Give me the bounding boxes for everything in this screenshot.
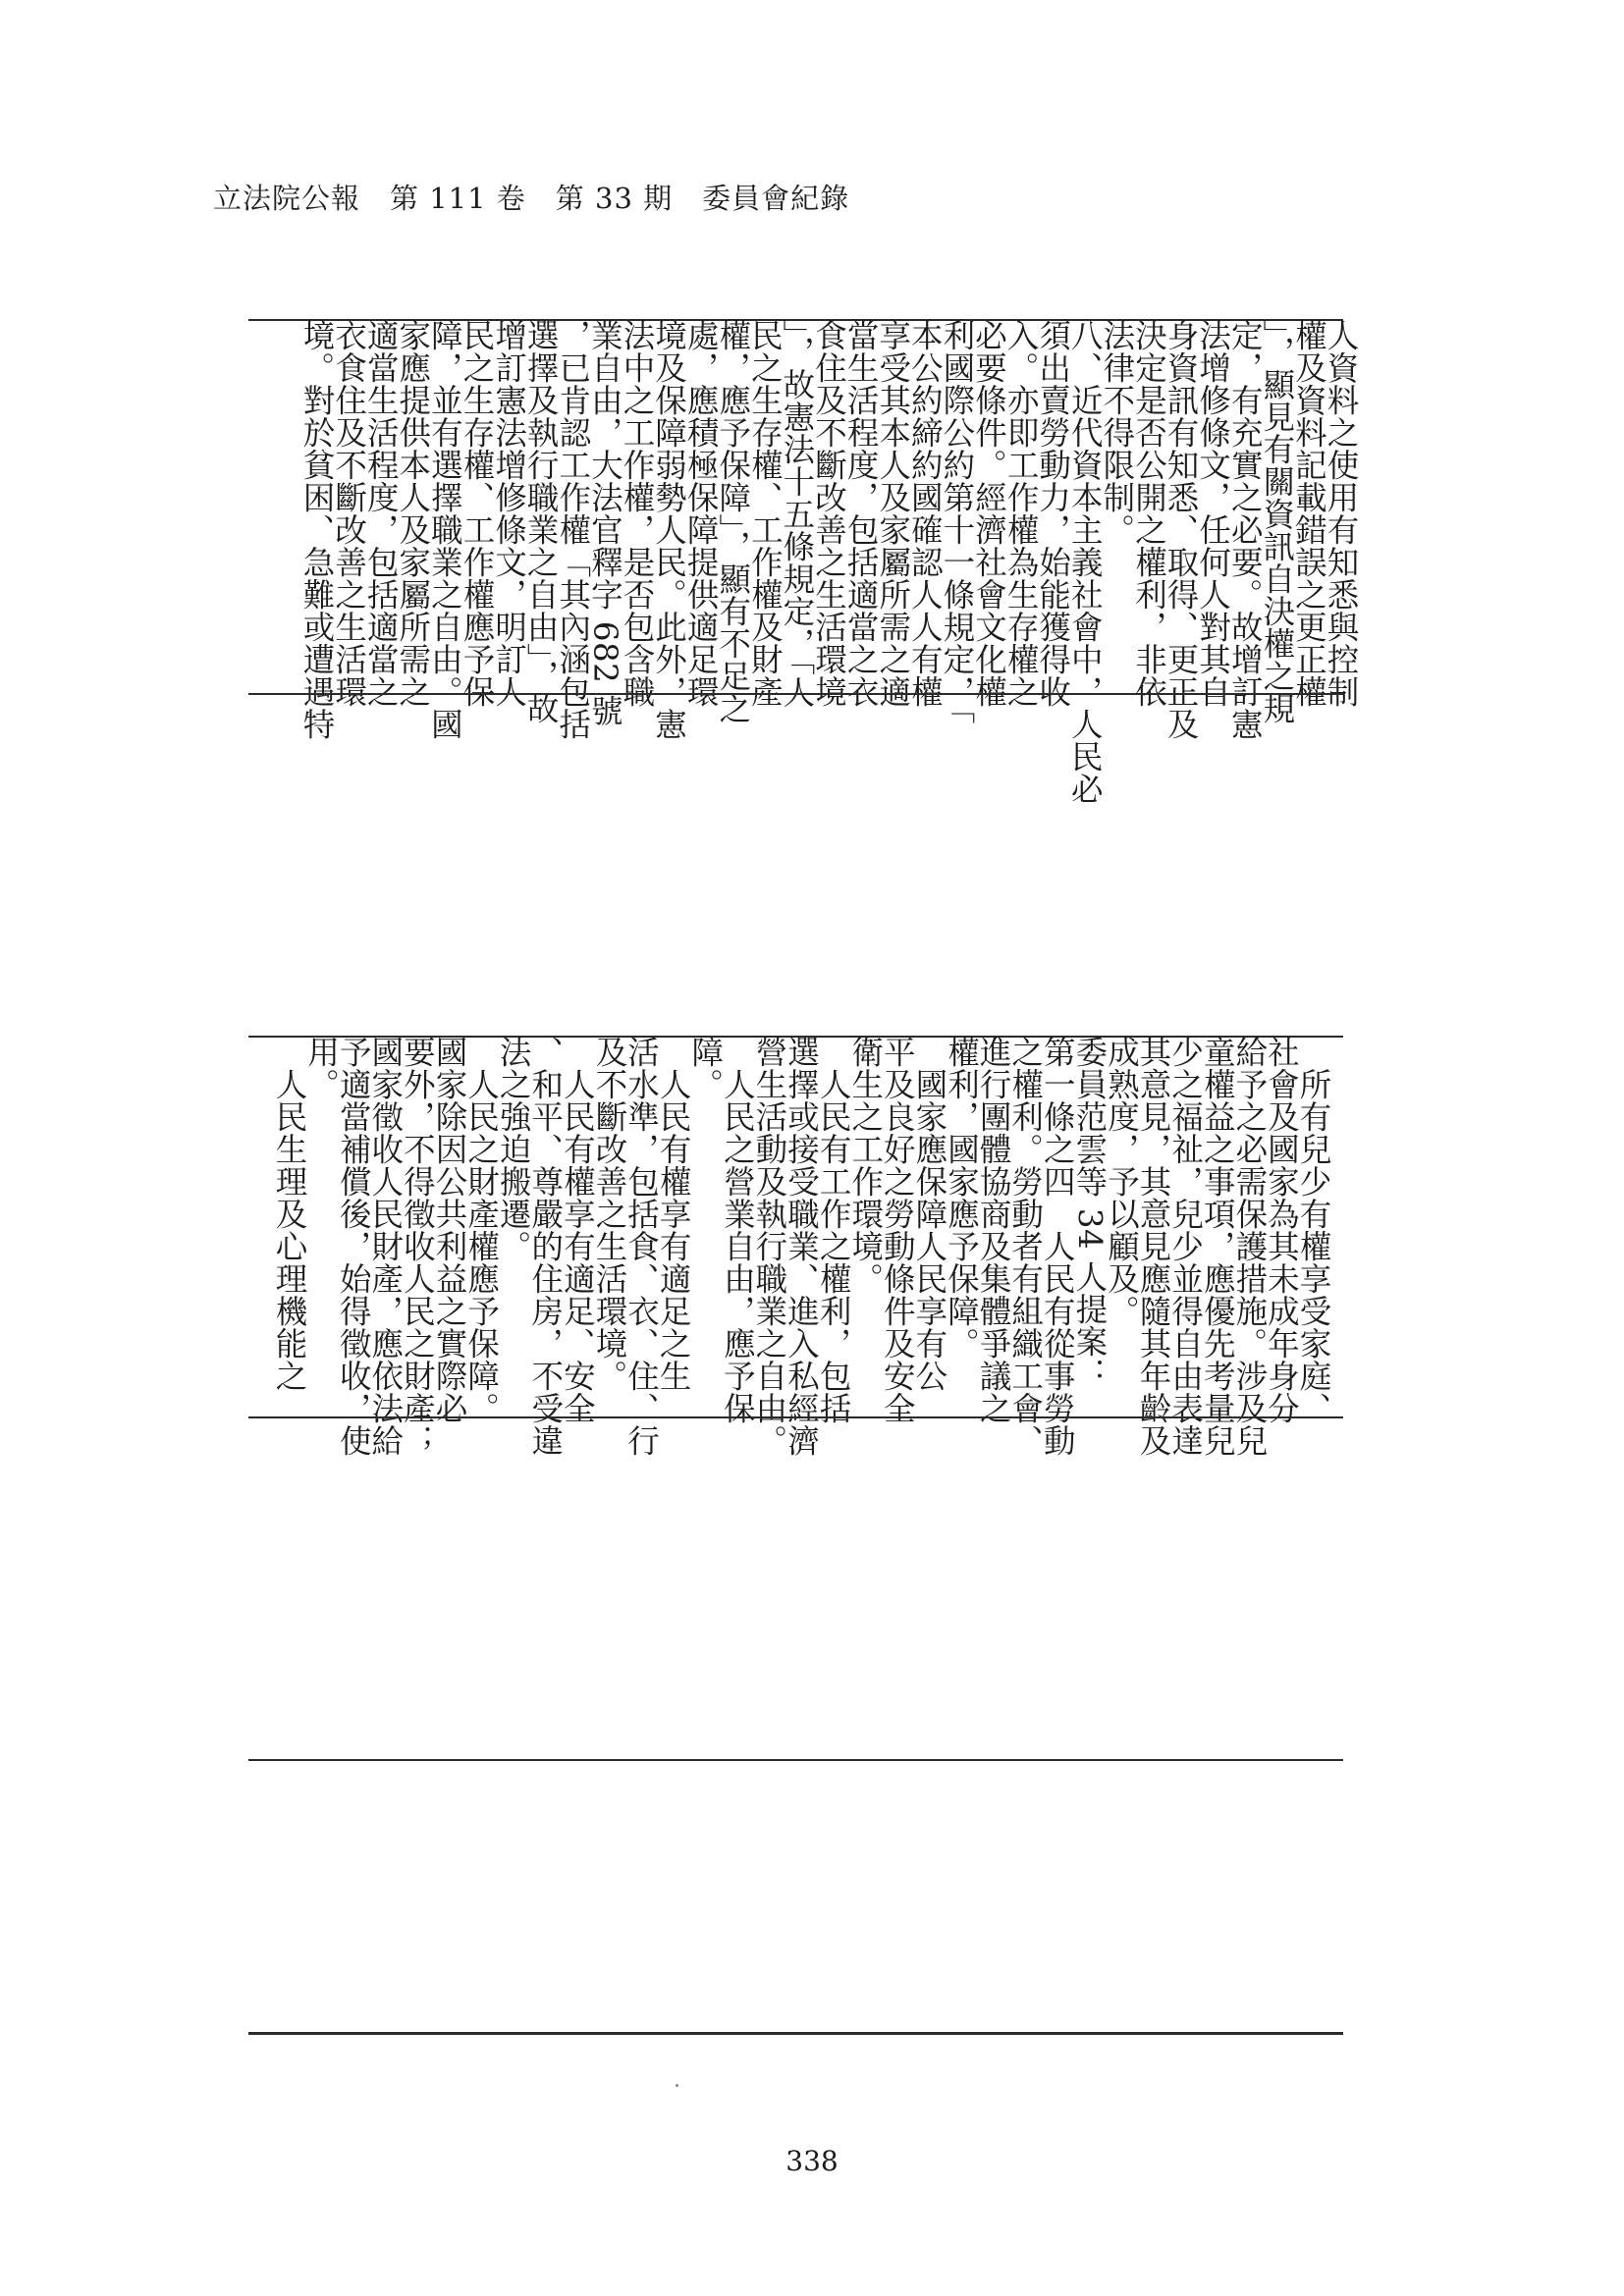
divider-middle-upper	[248, 693, 1343, 695]
top-column-line: 選擇及執行職業之自由」，故	[522, 319, 561, 724]
bottom-column-line: 人民有工作之權利，包括	[815, 1036, 853, 1424]
bottom-column-line: 活水準，包括食、衣、住、行	[623, 1036, 661, 1457]
top-column-line: 法中之工作權，是否包含職	[618, 319, 656, 708]
top-column-line: ，已肯認工作權「其內涵包括	[554, 319, 592, 740]
bottom-column-line: 人民之營業自由，應予保	[719, 1036, 757, 1424]
bottom-column-line: 障。	[686, 1036, 725, 1100]
bottom-column-line: 少之福祉，兒少並得自由表達	[1166, 1036, 1205, 1457]
gazette-header: 立法院公報 第 111 卷 第 33 期 委員會紀錄	[213, 182, 850, 215]
bottom-column-line: 國家應保障人民享有公	[910, 1036, 948, 1392]
top-column-line: 業自由，大法官釋字 682 號	[586, 319, 624, 727]
top-column-line: 民之生存權、工作權及財產	[746, 319, 785, 708]
bottom-column-line: 人民有權享有適足之生	[655, 1036, 693, 1392]
bottom-column-line: 社會及國家為其未成年身分	[1263, 1036, 1301, 1424]
divider-lower	[248, 1416, 1343, 1418]
bottom-column-line: 衛生之工作環境。	[846, 1036, 885, 1295]
bottom-column-line: 其意見，其意見應隨其年齡及	[1135, 1036, 1173, 1457]
top-column-line: 民之生存權、工作權應予保	[458, 319, 496, 708]
bottom-column-line: 委員范雲等 34 人提案：	[1070, 1036, 1109, 1391]
bottom-column-line: 進行團體協商及集體爭議之	[975, 1036, 1013, 1424]
bottom-column-line: 第一條之四 人民有從事勞動	[1039, 1036, 1077, 1457]
bottom-column-line: 平及良好之勞動條件及安全	[879, 1036, 917, 1424]
top-column-line: 法律不得限制。	[1098, 319, 1136, 546]
top-column-line: 須出賣勞動力，始能獲得收	[1034, 319, 1072, 708]
top-column-line: 享受其本人及家屬所需之適	[874, 319, 912, 708]
bottom-column-line: 之權利。勞動者有組織工會、	[1006, 1036, 1045, 1457]
top-column-line: 法增修條文，任何人對其自	[1194, 319, 1232, 708]
top-column-line: 障，並有選擇職業之自由。國	[426, 319, 464, 740]
bottom-column-line: 要外，不得徵收人民之財產；	[399, 1036, 437, 1457]
bottom-column-text	[271, 1036, 1332, 1457]
top-column-line: 入。亦即工作權為生存權之	[1002, 319, 1041, 708]
bottom-column-line: 予適當補償後，始得徵收，使	[335, 1036, 373, 1457]
top-column-line: 境及保障弱勢人民。此外，憲	[650, 319, 688, 740]
top-column-line: 本公約締約國確認人人有權	[906, 319, 945, 708]
top-column-line: 權及資料記載錯誤之更正權	[1290, 319, 1328, 708]
bottom-column-line: 國家除因公共利益之實際必	[430, 1036, 468, 1424]
divider-section-end	[248, 1759, 1343, 1761]
bottom-column-line: 營生活動及執行職業之自由。	[750, 1036, 788, 1457]
bottom-column-line: 用。	[302, 1036, 341, 1100]
bottom-column-line: 及不斷改善之生活環境。	[590, 1036, 628, 1392]
bottom-column-line: 人民之財產權應予保障。	[462, 1036, 501, 1424]
bottom-column-line: 法之強迫搬遷。	[495, 1036, 533, 1262]
bottom-column-line: 國家徵收人民財產，應依法給	[366, 1036, 405, 1457]
top-column-line: 利國際公約第十一條規定，「	[938, 319, 976, 724]
page-number: 338	[785, 2145, 839, 2177]
top-column-line: 處，應積極保障提供適足環	[682, 319, 721, 708]
bottom-column-line: 人民生理及心理機能之	[271, 1036, 308, 1392]
top-column-line: 境。對於貧困、急難或遭遇特	[298, 319, 336, 740]
bottom-column-line: 給予之必需保護措施。涉及兒	[1230, 1036, 1269, 1457]
top-column-line: 」，故憲法十五條規定，「人	[778, 319, 816, 709]
bottom-column-line: 、和平、尊嚴的住房，不受違	[526, 1036, 565, 1457]
bottom-column-line: 童權益之事項，應優先考量兒	[1199, 1036, 1237, 1457]
top-column-text	[298, 319, 1360, 805]
top-column-line: 家應提供本人及家屬所需之	[394, 319, 432, 708]
top-column-line: 衣食住及不斷改善之生活環	[330, 319, 368, 708]
bottom-column-line: 成熟度，予以顧及。	[1103, 1036, 1141, 1327]
top-column-line: 增訂憲法增修條文，明訂人	[490, 319, 528, 708]
top-column-line: 身資訊有知悉、取得、更正及	[1163, 319, 1201, 740]
top-column-line: 食住及不斷改善之生活環境	[810, 319, 848, 708]
top-column-line: 權，應予保障」，顯有不足之	[714, 319, 752, 724]
bottom-column-line: 選擇或接受職業、進入私經濟	[783, 1036, 821, 1457]
bottom-column-line: 權利，國家應予保障。	[943, 1036, 981, 1360]
bottom-column-line: 所有兒少有權享受家庭、	[1295, 1036, 1332, 1424]
top-column-line: 八、近代資本主義社會中，人民必	[1066, 319, 1105, 805]
top-column-line: 適當生活程度，包括適當之	[362, 319, 401, 708]
scan-speck	[676, 2084, 678, 2087]
top-column-line: 定，有充實之必要。故增訂憲	[1226, 319, 1265, 740]
top-column-line: 人資料之使用有知悉與控制	[1323, 319, 1360, 708]
bottom-column-line: 人民有權享有適足、安全	[559, 1036, 597, 1424]
top-column-line: 當生活程度，包括適當之衣	[842, 319, 881, 708]
divider-footer	[248, 2032, 1343, 2035]
top-column-line: 」，顯見有關資訊自決權之規	[1258, 319, 1296, 724]
top-column-line: 決定是否公開之權利，非依	[1130, 319, 1168, 708]
top-column-line: 必要條件。經濟社會文化權	[970, 319, 1008, 708]
